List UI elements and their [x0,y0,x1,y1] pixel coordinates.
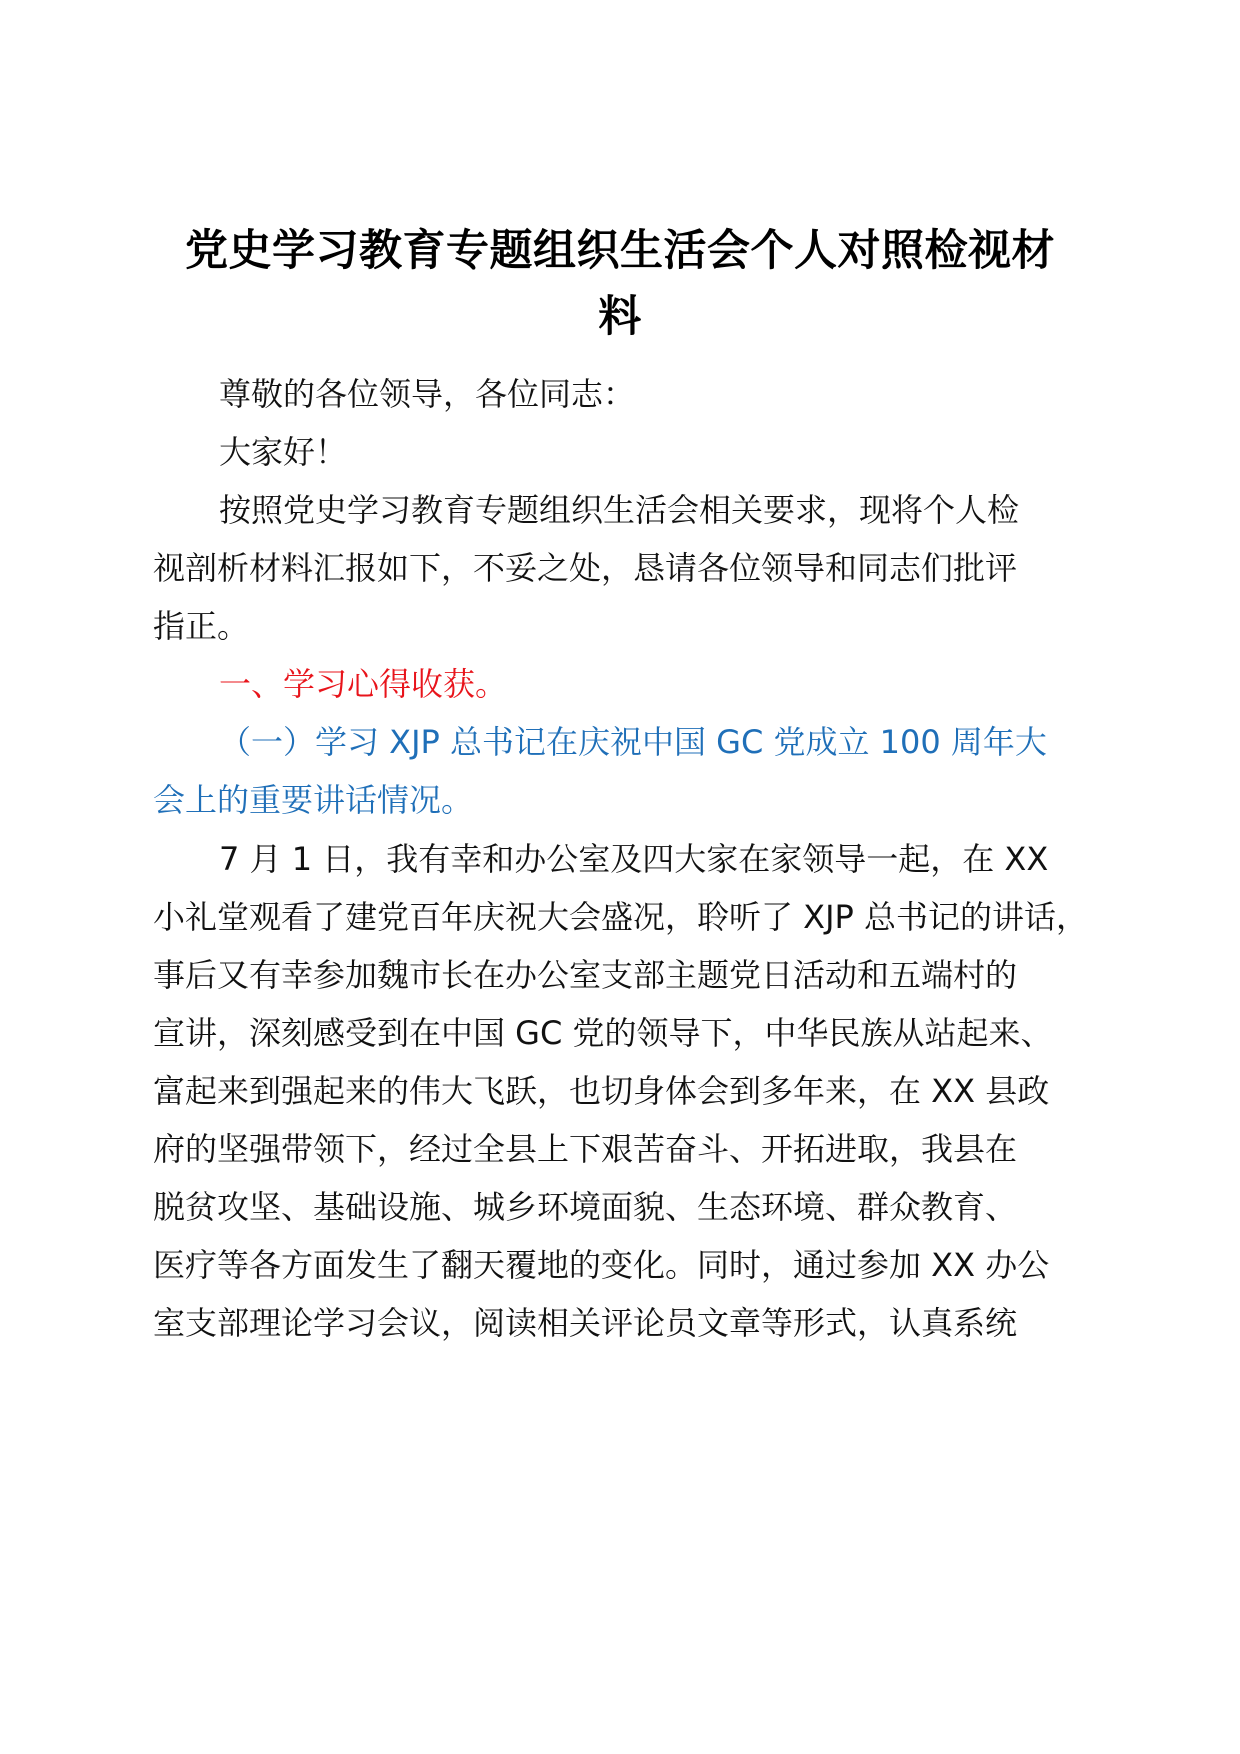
title-line: 料 [598,292,642,342]
body-line: 府的坚强带领下，经过全县上下艰苦奋斗、开拓进取，我县在 [153,1130,1018,1168]
body-line: 小礼堂观看了建党百年庆祝大会盛况，聆听了 XJP 总书记的讲话， [153,898,1089,936]
title-line: 党史学习教育专题组织生活会个人对照检视材 [185,226,1055,276]
subsection-heading-line: （一）学习 XJP 总书记在庆祝中国 GC 党成立 100 周年大 [219,723,1047,761]
body-line: 7 月 1 日，我有幸和办公室及四大家在家领导一起，在 XX [219,840,1049,878]
body-line: 富起来到强起来的伟大飞跃，也切身体会到多年来，在 XX 县政 [153,1072,1050,1110]
intro-line: 指正。 [153,607,250,645]
body-line: 室支部理论学习会议，阅读相关评论员文章等形式，认真系统 [153,1304,1018,1342]
document-title [150,218,1090,350]
salutation: 尊敬的各位领导，各位同志： [219,375,636,413]
body-line: 宣讲，深刻感受到在中国 GC 党的领导下，中华民族从站起来、 [153,1014,1053,1052]
intro-line: 视剖析材料汇报如下，不妥之处，恳请各位领导和同志们批评 [153,549,1018,587]
intro-line: 按照党史学习教育专题组织生活会相关要求，现将个人检 [219,491,1020,529]
body-line: 脱贫攻坚、基础设施、城乡环境面貌、生态环境、群众教育、 [153,1188,1018,1226]
body-line: 事后又有幸参加魏市长在办公室支部主题党日活动和五端村的 [153,956,1018,994]
section-heading: 一、学习心得收获。 [219,665,508,703]
greeting: 大家好！ [219,433,348,471]
body-line: 医疗等各方面发生了翻天覆地的变化。同时，通过参加 XX 办公 [153,1246,1050,1284]
subsection-heading-line: 会上的重要讲话情况。 [153,781,474,819]
